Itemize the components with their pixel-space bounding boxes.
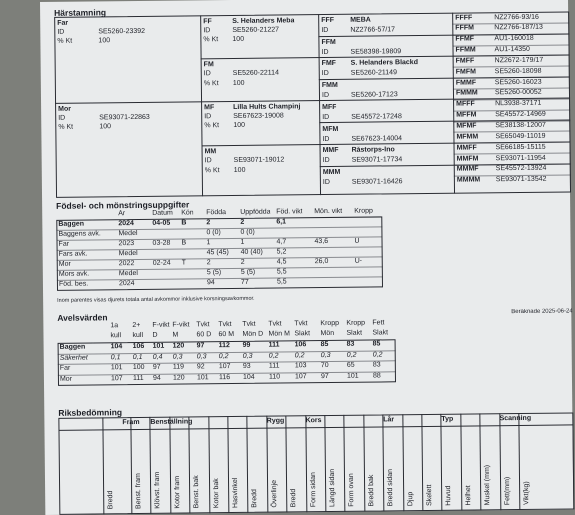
pedigree-gen3-code: FFF — [321, 16, 335, 25]
breeding-cell: 101 — [110, 364, 123, 372]
birth-table — [40, 0, 568, 2]
rating-column-label: Överlinje — [270, 479, 279, 508]
pedigree-gen3-name: S. Helanders Blackd — [350, 59, 419, 68]
breeding-header: Mön D — [242, 330, 264, 338]
breeding-cell: 120 — [172, 342, 185, 350]
pedigree-mor-id: SE93071-22863 — [99, 113, 150, 122]
pedigree-gen4-id: SE5260-16023 — [494, 78, 542, 86]
breeding-cell: 97 — [152, 363, 161, 371]
breeding-cell: 0,4 — [152, 353, 163, 361]
rating-column-label: Kotor fram — [173, 475, 182, 509]
breeding-header: F-vikt — [172, 321, 190, 329]
pedigree-mor-kt: 100 — [99, 123, 112, 131]
birth-cell: Medel — [118, 249, 138, 258]
pedigree-gen4-code: MFFM — [456, 111, 477, 119]
birth-cell: B — [181, 219, 187, 227]
birth-cell: 4,7 — [276, 238, 287, 246]
pedigree-gen3-id-label: ID — [321, 48, 329, 56]
breeding-header: Tvkt — [242, 320, 256, 328]
breeding-cell: 101 — [152, 342, 165, 350]
rating-column-label: Form ovan — [348, 473, 356, 507]
pedigree-title: Härstamning — [54, 7, 107, 18]
birth-cell: 04-05 — [152, 219, 171, 227]
pedigree-gen4-id: SE45572-14969 — [495, 110, 546, 119]
breeding-cell: 65 — [346, 361, 355, 369]
breeding-cell: 111 — [268, 362, 280, 370]
birth-cell: 40 (40) — [240, 248, 263, 256]
rating-column-label: Bredd sidan — [387, 468, 395, 507]
breeding-calc-date: Beräknade 2025-06-24 — [511, 308, 573, 316]
breeding-cell: 0,3 — [196, 352, 207, 360]
pedigree-gen4-id: SE66185-15115 — [495, 143, 546, 151]
breeding-cell: Säkerhet — [59, 354, 88, 362]
birth-header: Kropp — [354, 207, 373, 215]
birth-cell: 5 (5) — [206, 269, 222, 277]
pedigree-gen3-id: SE58398-19809 — [350, 47, 402, 56]
rating-column-label: Längd sidan — [328, 468, 337, 507]
breeding-header: Slakt — [294, 330, 311, 338]
breeding-cell: 0,2 — [218, 352, 229, 360]
pedigree-gen4-code: FMFM — [455, 68, 477, 76]
pedigree-gen4-id: SE65049-11019 — [495, 132, 546, 141]
rating-column-label: Huvud — [445, 485, 453, 506]
pedigree-gen3-id: SE45572-17248 — [351, 113, 402, 121]
pedigree-gen3-name: Råstorps-Ino — [351, 146, 395, 154]
breeding-cell: 97 — [196, 342, 205, 350]
rating-group-label: Kors — [305, 417, 322, 425]
breeding-header: 60 D — [196, 331, 212, 339]
birth-cell: 77 — [240, 278, 249, 286]
breeding-header: 2+ — [132, 321, 141, 330]
pedigree-gen4 — [40, 0, 568, 2]
rating-group-label: Scanning — [499, 414, 532, 423]
birth-cell: 5,2 — [276, 248, 287, 256]
breeding-header: Tvkt — [218, 321, 232, 329]
birth-cell: 5,5 — [276, 278, 287, 286]
rating-column-label: Form sidan — [309, 472, 317, 508]
birth-cell: Medel — [118, 229, 138, 238]
birth-header: Föd. vikt — [276, 208, 303, 216]
birth-cell: 45 (45) — [206, 249, 229, 257]
pedigree-gen4-code: MFMM — [456, 133, 479, 141]
pedigree-gen3-code: FMM — [321, 81, 338, 90]
breeding-header: Tvkt — [294, 320, 308, 328]
birth-cell: 2 — [240, 258, 245, 266]
breeding-header: 1a — [110, 322, 119, 330]
breeding-header: D — [152, 331, 158, 339]
breeding-cell: 0,1 — [132, 353, 143, 361]
breeding-cell: 92 — [196, 363, 205, 371]
rating-group-label: Fram — [122, 418, 140, 427]
breeding-cell: 104 — [242, 373, 255, 381]
breeding-cell: 107 — [294, 372, 307, 380]
pedigree-gen4-id: AU1-160018 — [494, 35, 534, 43]
birth-cell: 43,6 — [314, 237, 329, 246]
birth-cell: Baggen — [58, 220, 85, 228]
breeding-cell: 83 — [372, 361, 381, 369]
breeding-cell: 100 — [132, 363, 145, 372]
pedigree-gen4-code: MMFF — [456, 144, 477, 152]
rating-column-label: Benst. fram — [134, 473, 143, 510]
breeding-cell: 110 — [268, 373, 281, 381]
birth-cell: 4,5 — [276, 258, 287, 266]
pedigree-gen4-id: NZ2766-93/16 — [494, 13, 539, 21]
rating-column-label: Skelett — [426, 484, 434, 506]
pedigree-gen4-code: FFMF — [455, 35, 475, 43]
pedigree-gen4-id: SE93071-11954 — [495, 154, 546, 162]
pedigree-far-role: Far — [57, 19, 69, 27]
pedigree-fm-id: SE5260-22114 — [232, 69, 279, 77]
breeding-cell: 101 — [196, 373, 209, 381]
birth-cell: U- — [354, 257, 363, 265]
pedigree-gen4-id: SE45572-13924 — [495, 165, 547, 173]
pedigree-gen4-id: AU1-14350 — [494, 45, 530, 54]
birth-cell: 2022 — [118, 260, 135, 268]
breeding-header: Slakt — [346, 329, 363, 337]
birth-header: Datum — [152, 209, 173, 217]
rating-column-label: Benst. bak — [193, 475, 201, 509]
breeding-cell: 112 — [218, 342, 230, 350]
pedigree-ff-name: S. Helanders Meba — [232, 17, 295, 25]
birth-header: År — [118, 210, 126, 218]
breeding-cell: 88 — [372, 371, 381, 380]
breeding-cell: 120 — [172, 374, 185, 382]
rating-column-label: Muskel (mm) — [484, 464, 492, 506]
birth-cell: 2023 — [118, 240, 135, 248]
breeding-cell: 106 — [294, 341, 307, 349]
birth-cell: 03-28 — [152, 239, 171, 247]
breeding-cell: 107 — [218, 363, 231, 371]
pedigree-gen4-id: SE93071-13542 — [495, 175, 547, 184]
pedigree-far-kt: 100 — [98, 37, 111, 45]
birth-cell: U — [354, 237, 360, 245]
birth-cell: 2 — [240, 218, 245, 226]
pedigree-gen4-code: MMMF — [456, 165, 479, 174]
birth-cell: Baggens avk. — [58, 230, 101, 238]
pedigree-gen3-id-label: ID — [322, 178, 330, 186]
breeding-header: kull — [110, 332, 122, 340]
breeding-cell: 0,2 — [346, 351, 357, 359]
breeding-cell: 97 — [320, 372, 329, 380]
breeding-title: Avelsvärden — [57, 312, 108, 323]
pedigree-gen4-id: SE5260-18098 — [494, 67, 542, 75]
pedigree-gen4-code: FFFF — [455, 13, 473, 22]
breeding-cell: Baggen — [59, 343, 86, 351]
birth-cell: Far — [58, 240, 70, 248]
pedigree-gen4-code: FFFM — [455, 24, 475, 32]
pedigree-gen4-code: MMFM — [456, 154, 479, 163]
pedigree-gen3-name: MEBA — [350, 16, 371, 24]
breeding-cell: 94 — [152, 374, 161, 382]
breeding-table — [40, 0, 568, 2]
birth-cell: Mors avk. — [58, 270, 90, 278]
birth-cell: 94 — [206, 279, 215, 287]
pedigree-gen4-id: SE38138-12007 — [495, 121, 546, 130]
breeding-cell: Far — [59, 364, 71, 372]
pedigree-gen3-id-label: ID — [321, 92, 330, 100]
breeding-cell: 0,2 — [294, 351, 305, 359]
breeding-header: 60 M — [218, 330, 235, 339]
pedigree-gen4-code: MMMM — [456, 176, 481, 184]
breeding-cell: 85 — [320, 340, 329, 349]
rating-title: Riksbedömning — [58, 407, 123, 418]
breeding-cell: 111 — [132, 374, 144, 382]
pedigree-gen3-code: FMF — [321, 60, 337, 68]
pedigree-gen3-id: SE93071-17734 — [351, 156, 403, 164]
pedigree-gen3-code: MMM — [322, 168, 341, 176]
pedigree-mm-id: SE93071-19012 — [233, 156, 285, 164]
pedigree-gen3-id: SE93071-16426 — [351, 178, 403, 186]
pedigree-mf-id: SE67623-19008 — [233, 112, 284, 120]
rating-column-label: Djup — [406, 491, 414, 507]
pedigree-gen4-code: MFMF — [456, 122, 477, 130]
pedigree-ff-id: SE5260-21227 — [232, 26, 280, 34]
pedigree-gen3-id-label: ID — [322, 135, 330, 143]
rating-group-label: Lår — [383, 416, 395, 424]
birth-cell: 2 — [206, 219, 211, 227]
birth-cell: 0 (0) — [206, 229, 221, 237]
pedigree-gen3-code: FFM — [321, 38, 336, 46]
birth-title: Födsel- och mönstringsuppgifter — [56, 199, 190, 211]
breeding-cell: 0,2 — [372, 350, 383, 359]
birth-cell: 2 — [206, 259, 211, 267]
breeding-cell: 106 — [132, 342, 145, 351]
birth-cell: 2024 — [118, 280, 135, 288]
birth-cell: Föd. bes. — [58, 280, 89, 288]
pedigree-gen3-id-label: ID — [322, 113, 330, 121]
breeding-cell: 103 — [294, 362, 307, 370]
rating-group-label: Rygg — [266, 417, 285, 425]
pedigree-gen4-code: FFMM — [455, 46, 476, 54]
pedigree-gen3-code: MMF — [322, 147, 339, 155]
birth-cell: 1 — [206, 239, 211, 247]
rating-column-label: Bredd — [251, 489, 259, 508]
birth-cell: 2024 — [118, 220, 134, 228]
breeding-cell: 83 — [346, 340, 355, 348]
breeding-cell: 111 — [268, 341, 280, 349]
breeding-header: Fett — [372, 319, 385, 327]
rating-column-label: Vikt(kg) — [523, 481, 531, 505]
birth-cell: 02-24 — [152, 259, 171, 267]
breeding-cell: 107 — [110, 374, 123, 382]
pedigree-mf-name: Lilla Hults Champinj — [233, 103, 301, 111]
rating-columns — [40, 0, 568, 2]
breeding-cell: 85 — [372, 340, 381, 348]
birth-header: Kön — [181, 209, 194, 217]
breeding-cell: 101 — [346, 372, 359, 380]
birth-cell: 6,1 — [276, 218, 287, 226]
birth-cell: B — [181, 239, 187, 247]
pedigree-gen4-code: MFFF — [456, 100, 475, 108]
birth-note: Inom parentes visas djurets totala antal avkommor inklusive korsningsavkommor. — [57, 295, 255, 304]
breeding-header: Tvkt — [196, 321, 210, 329]
pedigree-gen3-id: NZ2766-57/17 — [350, 26, 396, 34]
breeding-cell: 0,3 — [242, 352, 253, 360]
breeding-cell: 104 — [110, 343, 123, 351]
pedigree-gen4-id: NZ2672-179/17 — [494, 56, 544, 65]
rating-column-label: Kotor bak — [212, 478, 220, 509]
pedigree-gen4-id: NZ2766-187/13 — [494, 24, 543, 32]
pedigree-gen3-code: MFM — [322, 125, 339, 133]
rating-group-label: Benställning — [150, 418, 193, 426]
pedigree-gen3 — [40, 0, 568, 2]
breeding-cell: 99 — [242, 341, 251, 349]
breeding-cell: 0,2 — [268, 352, 279, 360]
breeding-header: Slakt — [372, 329, 389, 337]
rating-column-label: Bredd bak — [367, 474, 376, 507]
birth-cell: 5,5 — [276, 268, 287, 276]
breeding-cell: 0,1 — [110, 353, 121, 361]
pedigree-gen3-id-label: ID — [321, 70, 329, 78]
pedigree-gen4-code: FMMF — [455, 79, 477, 87]
breeding-cell: 119 — [172, 363, 185, 371]
breeding-header: Tvkt — [268, 320, 282, 328]
birth-cell: 0 (0) — [240, 228, 255, 236]
breeding-cell: 93 — [242, 362, 251, 370]
breeding-header: Kropp — [320, 319, 340, 328]
birth-cell: 5 (5) — [240, 268, 256, 276]
breeding-header: Mön — [320, 329, 335, 338]
breeding-cell: 70 — [320, 361, 329, 370]
birth-cell: Fars avk. — [58, 250, 88, 258]
pedigree-gen3-id: SE67623-14004 — [351, 134, 403, 143]
rating-column-label: Hasvinkel — [231, 477, 240, 509]
breeding-cell: 0,3 — [320, 351, 331, 359]
breeding-header: kull — [132, 331, 144, 340]
pedigree-gen4-id: NL3938-37171 — [495, 100, 542, 108]
breeding-header: M — [172, 331, 179, 339]
pedigree-gen4-code: FMMM — [455, 89, 478, 98]
pedigree-far-id: SE5260-23392 — [98, 27, 146, 36]
breeding-header: Mön M — [268, 330, 290, 338]
birth-cell: Mor — [58, 260, 71, 268]
birth-cell: Medel — [118, 269, 138, 278]
pedigree-gen4-code: FMFF — [455, 57, 475, 65]
rating-column-label: Bredd — [107, 490, 115, 510]
birth-header: Födda — [206, 209, 227, 217]
birth-cell: 1 — [240, 238, 245, 246]
birth-header: Uppfödda — [240, 208, 271, 216]
breeding-header: Kropp — [346, 319, 366, 327]
birth-cell: T — [181, 259, 187, 267]
pedigree-gen3-id-label: ID — [322, 157, 330, 165]
birth-cell: 26,0 — [314, 257, 329, 266]
breeding-cell: 0,3 — [172, 353, 183, 361]
pedigree-gen3-id-label: ID — [321, 26, 329, 35]
rating-column-label: Fett(mm) — [503, 476, 511, 506]
pedigree-gen3-id: SE5260-21149 — [350, 69, 397, 78]
rating-column-label: Helhet — [464, 485, 473, 506]
pedigree-gen3-code: MFF — [322, 103, 337, 111]
rating-column-label: Klövst. fram — [154, 471, 162, 509]
breeding-cell: Mor — [59, 375, 73, 383]
breeding-cell: 116 — [218, 373, 231, 381]
rating-group-label: Typ — [441, 415, 454, 423]
birth-header: Mön. vikt — [314, 207, 343, 216]
pedigree-mor-role: Mor — [58, 105, 72, 113]
document-page: Härstamning Far ID SE5260-23392 % Kt 100 Mor ID SE93071-22863 % Kt 100 FF S. Helanders Meba ID SE5260-21227 % Kt 100 FM ID SE5260-22114 % Kt 100 MF Lilla Hults Champinj ID SE67623-19008 % Kt 100 MM ID SE93071-19012 % Kt 100 Födsel- och mönstringsuppgifter Inom parentes visas djurets totala antal avkommor inklusive korsningsavkommor. Avelsvärden Beräknade 2025-06-24 Riksbedömning FFF MEBA ID NZ2766-57/17 FFM ID SE58398-19809 FMF S. Helanders Blackd ID SE5260-21149 FMM ID SE5260-17123 MFF ID SE45572-17248 MFM ID SE67623-14004 MMF Råstorps-Ino ID SE93071-17734 MMM ID SE93071-16426 FFFF NZ2766-93/16 FFFM NZ2766-187/13 FFMF AU1-160018 FFMM AU1-14350 FMFF NZ2672-179/17 FMFM SE5260-18098 FMMF SE5260-16023 FMMM SE5260-00052 MFFF NL3938-37171 MFFM SE45572-14969 MFMF SE38138-12007 MFMM SE65049-11019 MMFF SE66185-15115 MMFM SE93071-11954 MMMF SE45572-13924 MMMM SE93071-13542 År Datum Kön Födda Uppfödda Föd. vikt Mön. vikt Kropp Baggen 2024 04-05 B 2 2 6,1 Baggens avk. Medel 0 (0) 0 (0) Far 2023 03-28 B 1 1 4,7 43,6 U Fars avk. Medel 45 (45) 40 (40) 5,2 Mor 2022 02-24 T 2 2 4,5 26,0 U- Mors avk. Medel 5 (5) 5 (5) 5,5 Föd. bes. 2024 94 77 5,5 1a 2+ F-vikt F-vikt Tvkt Tvkt Tvkt Tvkt Tvkt Kropp Kropp Fett kull kull D M 60 D 60 M Mön D Mön M Slakt Mön Slakt Slakt Baggen 104 106 101 120 97 112 99 111 106 85 83 85 Säkerhet 0,1 0,1 0,4 0,3 0,3 0,2 0,3 0,2 0,2 0,3 0,2 0,2 Far 101 100 97 119 92 107 93 111 103 70 65 83 Mor 107 111 94 120 101 116 104 110 107 97 101 88 Bredd Benst. fram Klövst. fram Kotor fram Benst. bak Kotor bak Hasvinkel Bredd Överlinje Bredd Form sidan Längd sidan Form ovan Bredd bak Bredd sidan Djup Skelett Huvud Helhet Muskel (mm) Fett(mm) Vikt(kg) Fram Benställning Rygg Kors Lår Typ Scanning — [40, 0, 573, 515]
pedigree-gen3-id: SE5260-17123 — [350, 91, 398, 99]
pedigree-gen4-id: SE5260-00052 — [494, 89, 542, 97]
breeding-header: F-vikt — [152, 321, 170, 329]
rating-column-label: Bredd — [290, 488, 298, 508]
